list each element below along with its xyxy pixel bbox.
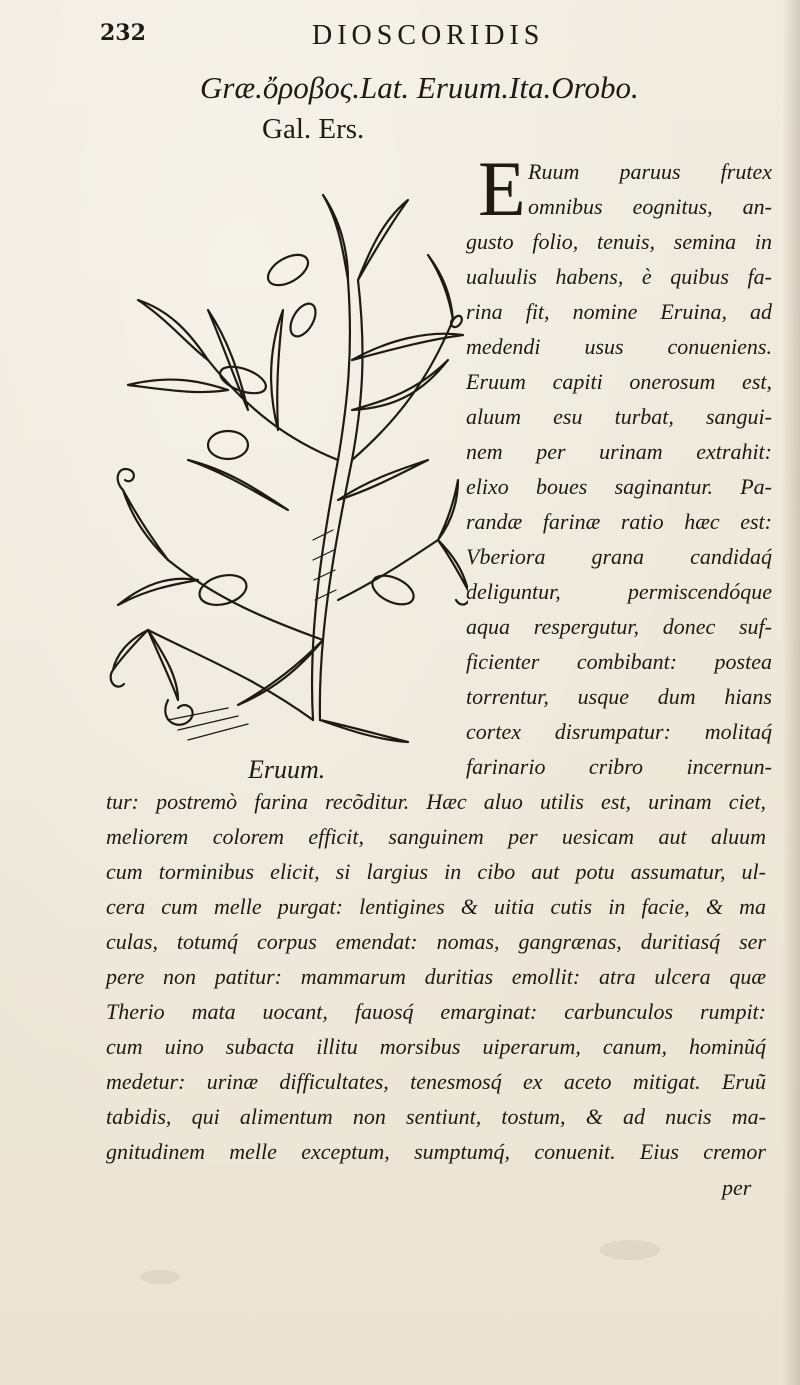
column-text-line: ficienter combibant: postea [466,649,772,674]
page-number: 232 [100,20,146,46]
drop-cap: E [478,145,526,232]
body-text-line: pere non patitur: mammarum duritias emollit: atra ulcera quæ [106,964,766,989]
column-text-line: aluum esu turbat, sangui- [466,404,772,429]
page-stain [600,1240,660,1260]
column-text-line: farinario cribro incernun- [466,754,772,779]
body-text-line: meliorem colorem efficit, sanguinem per uesicam aut aluum [106,824,766,849]
column-text-line: Eruum capiti onerosum est, [466,369,772,394]
column-text-line: gusto folio, tenuis, semina in [466,229,772,254]
body-text-line: medetur: urinæ difficultates, tenesmosq́ ex aceto mitigat. Eruũ [106,1069,766,1094]
column-text-line: omnibus eognitus, an- [528,194,772,219]
column-text-line: elixo boues saginantur. Pa- [466,474,772,499]
column-text-line: Vberiora grana candidaq́ [466,544,772,569]
page-edge-shadow [782,0,800,1385]
running-head: DIOSCORIDIS [312,20,545,51]
column-text-line: cortex disrumpatur: molitaq́ [466,719,772,744]
column-text-line: deliguntur, permiscendóque [466,579,772,604]
body-text-line: cera cum melle purgat: lentigines & uitia cutis in facie, & ma [106,894,766,919]
body-text-line: gnitudinem melle exceptum, sumptumq́, conuenit. Eius cremor [106,1139,766,1164]
body-text-line: cum uino subacta illitu morsibus uiperarum, canum, hominũq́ [106,1034,766,1059]
entry-subtitle: Gal. Ers. [262,113,365,145]
body-text-line: culas, totumq́ corpus emendat: nomas, gangrænas, duritiasq́ ser [106,929,766,954]
body-text-line: Therio mata uocant, fauosq́ emarginat: carbunculos rumpit: [106,999,766,1024]
column-text-line: medendi usus conueniens. [466,334,772,359]
page-stain [140,1270,180,1284]
column-text-line: randæ farinæ ratio hæc est: [466,509,772,534]
illustration-caption: Eruum. [248,755,326,784]
body-text-line: tabidis, qui alimentum non sentiunt, tostum, & ad nucis ma- [106,1104,766,1129]
entry-title: Græ.ὄροβος.Lat. Eruum.Ita.Orobo. [200,70,639,105]
column-text-line: ualuulis habens, è quibus fa- [466,264,772,289]
column-text-line: Ruum paruus frutex [528,159,772,184]
catchword: per [722,1175,752,1200]
body-text-line: tur: postremò farina recõditur. Hæc aluo utilis est, urinam ciet, [106,789,766,814]
eruum-plant-woodcut-icon [108,160,468,760]
column-text-line: nem per urinam extrahit: [466,439,772,464]
body-text-line: cum torminibus elicit, si largius in cibo aut potu assumatur, ul- [106,859,766,884]
column-text-line: aqua respergutur, donec suf- [466,614,772,639]
column-text-line: torrentur, usque dum hians [466,684,772,709]
column-text-line: rina fit, nomine Eruina, ad [466,299,772,324]
